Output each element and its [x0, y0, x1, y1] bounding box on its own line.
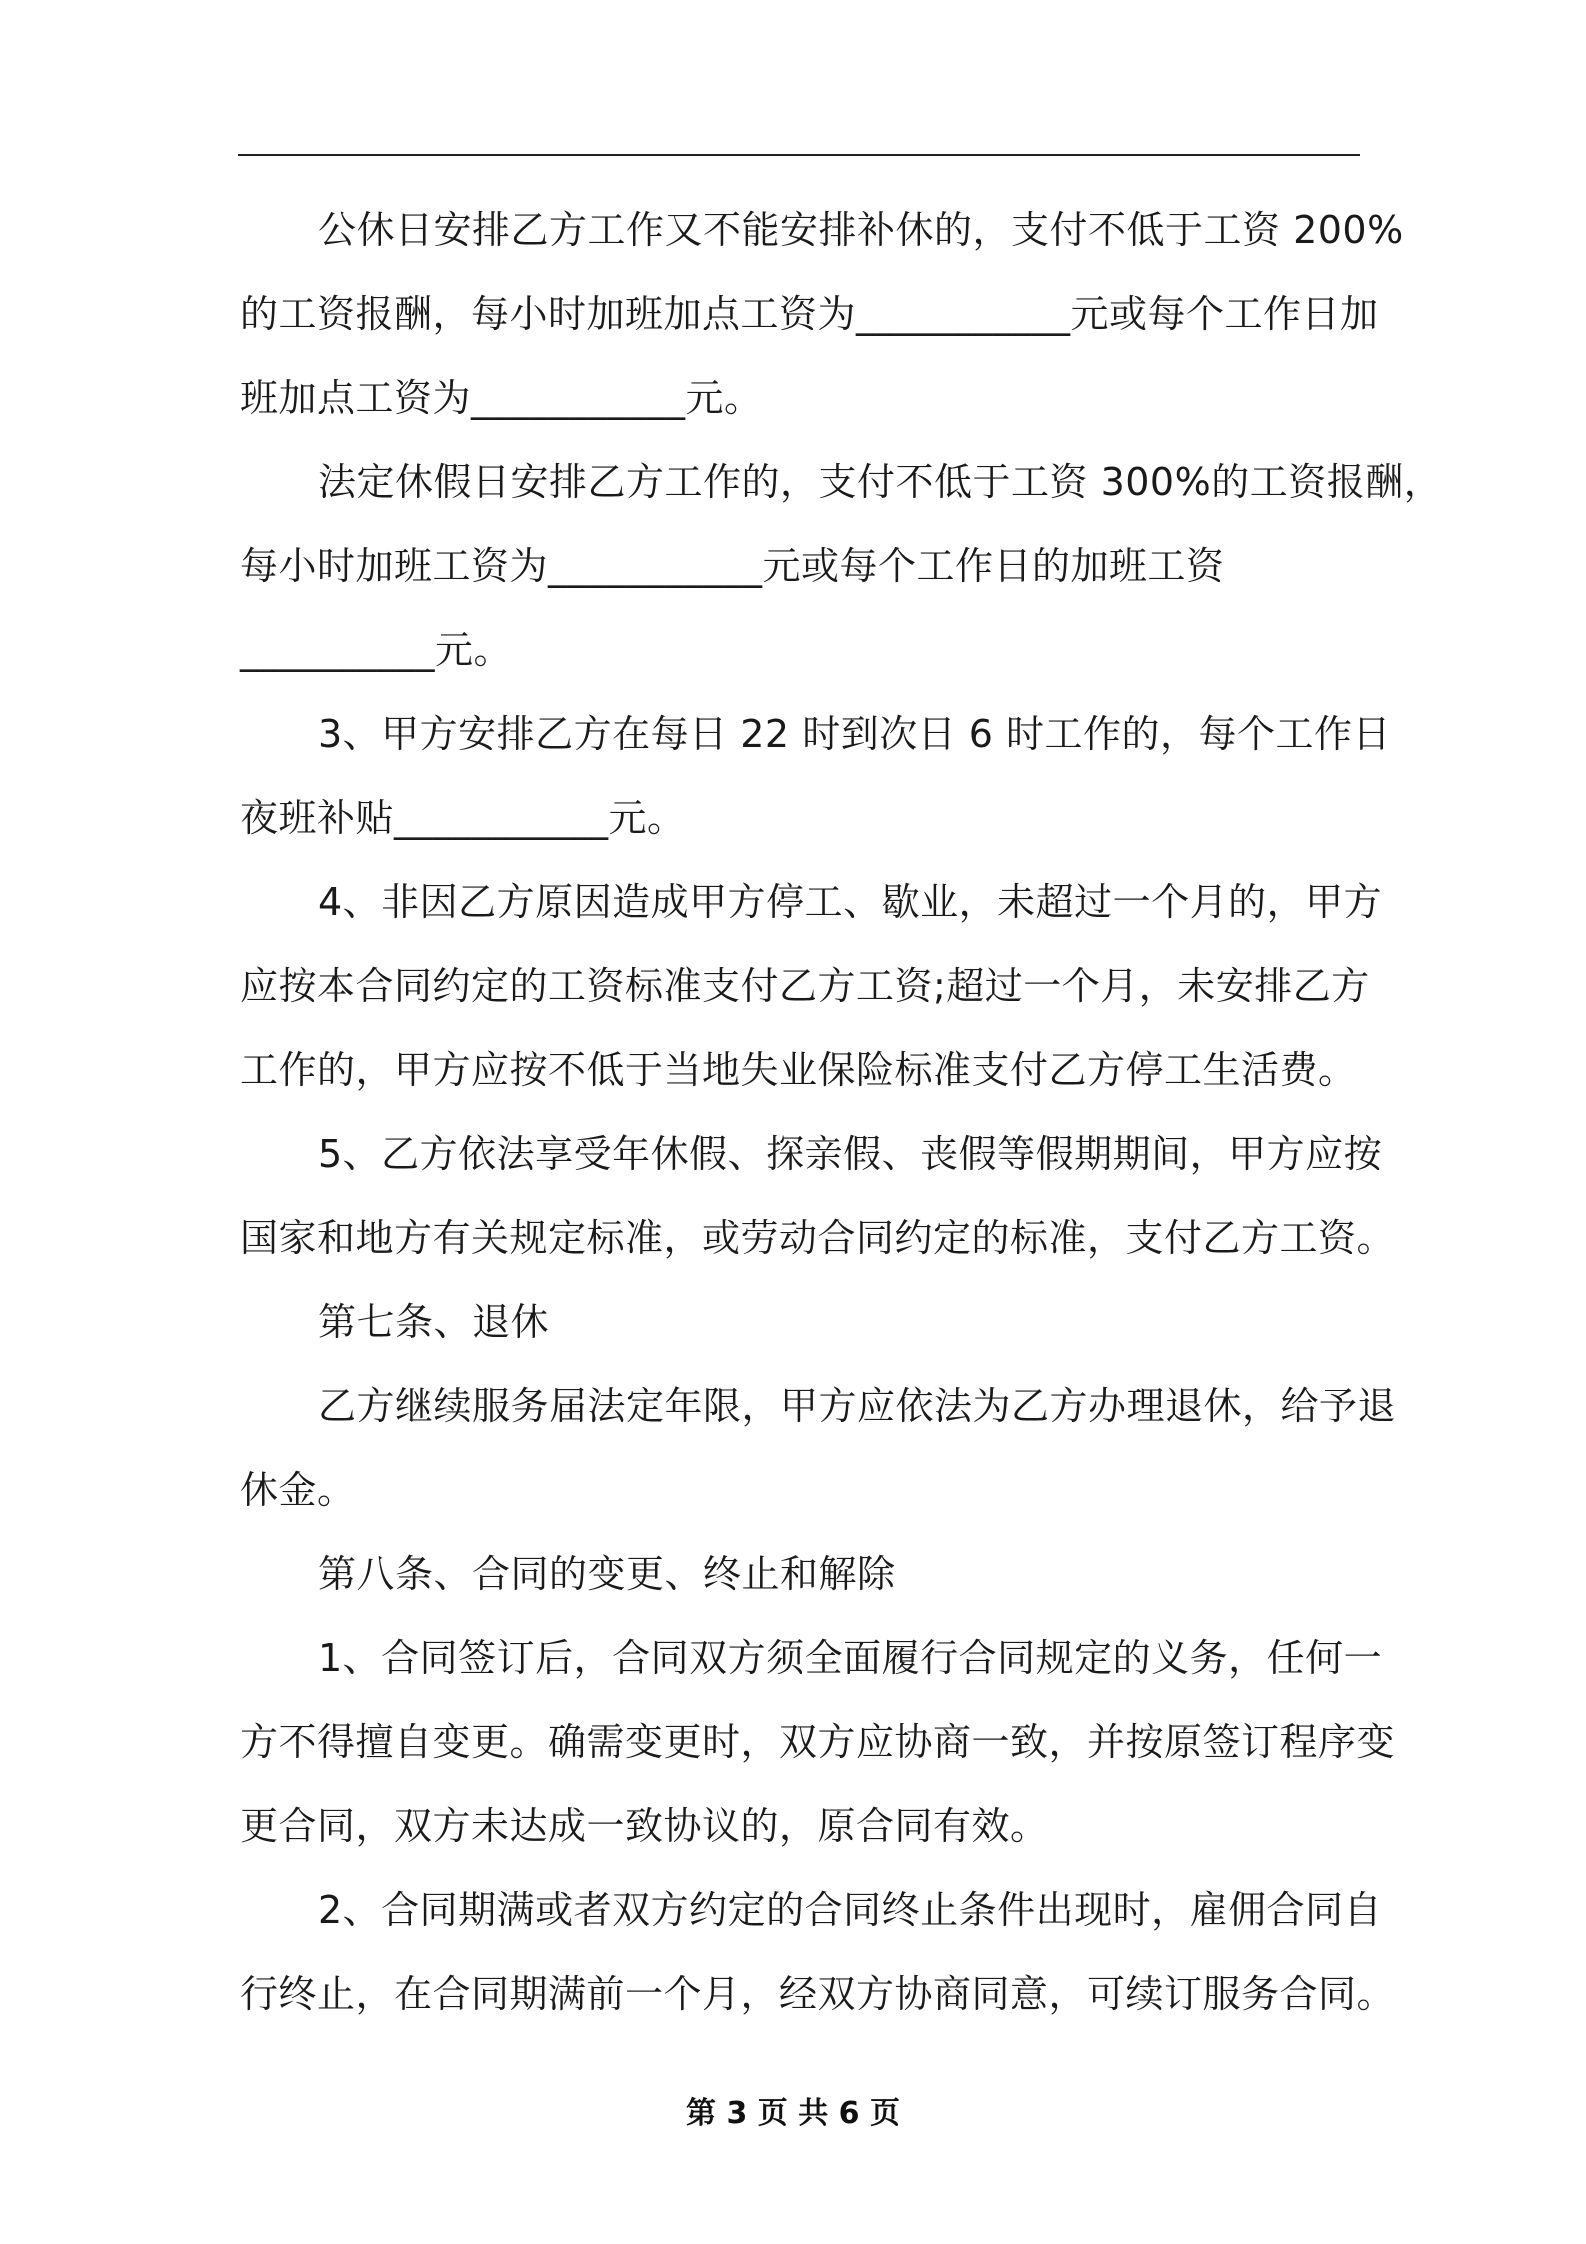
- section-heading: 第七条、退休: [318, 1300, 550, 1344]
- text-line: __________元。: [240, 628, 513, 672]
- text-line: 法定休假日安排乙方工作的，支付不低于工资 300%的工资报酬，: [318, 460, 1443, 504]
- text-line: 的工资报酬，每小时加班加点工资为___________元或每个工作日加: [240, 292, 1379, 336]
- page-number: 第 3 页 共 6 页: [686, 2096, 900, 2131]
- text-line: 工作的，甲方应按不低于当地失业保险标准支付乙方停工生活费。: [240, 1048, 1357, 1092]
- header-rule: [238, 154, 1360, 156]
- text-line: 公休日安排乙方工作又不能安排补休的，支付不低于工资 200%: [318, 208, 1404, 252]
- text-line: 2、合同期满或者双方约定的合同终止条件出现时，雇佣合同自: [318, 1888, 1383, 1932]
- text-line: 更合同，双方未达成一致协议的，原合同有效。: [240, 1804, 1049, 1848]
- text-line: 方不得擅自变更。确需变更时，双方应协商一致，并按原签订程序变: [240, 1720, 1396, 1764]
- section-heading: 第八条、合同的变更、终止和解除: [318, 1552, 896, 1596]
- text-line: 国家和地方有关规定标准，或劳动合同约定的标准，支付乙方工资。: [240, 1216, 1396, 1260]
- text-line: 1、合同签订后，合同双方须全面履行合同规定的义务，任何一: [318, 1636, 1383, 1680]
- text-line: 4、非因乙方原因造成甲方停工、歇业，未超过一个月的，甲方: [318, 880, 1383, 924]
- text-line: 每小时加班工资为___________元或每个工作日的加班工资: [240, 544, 1225, 588]
- text-line: 班加点工资为___________元。: [240, 376, 763, 420]
- text-line: 5、乙方依法享受年休假、探亲假、丧假等假期期间，甲方应按: [318, 1132, 1383, 1176]
- text-line: 行终止，在合同期满前一个月，经双方协商同意，可续订服务合同。: [240, 1972, 1396, 2016]
- text-line: 乙方继续服务届法定年限，甲方应依法为乙方办理退休，给予退: [318, 1384, 1397, 1428]
- text-line: 夜班补贴___________元。: [240, 796, 686, 840]
- text-line: 应按本合同约定的工资标准支付乙方工资;超过一个月，未安排乙方: [240, 964, 1370, 1008]
- text-line: 休金。: [240, 1468, 356, 1512]
- text-line: 3、甲方安排乙方在每日 22 时到次日 6 时工作的，每个工作日: [318, 712, 1392, 756]
